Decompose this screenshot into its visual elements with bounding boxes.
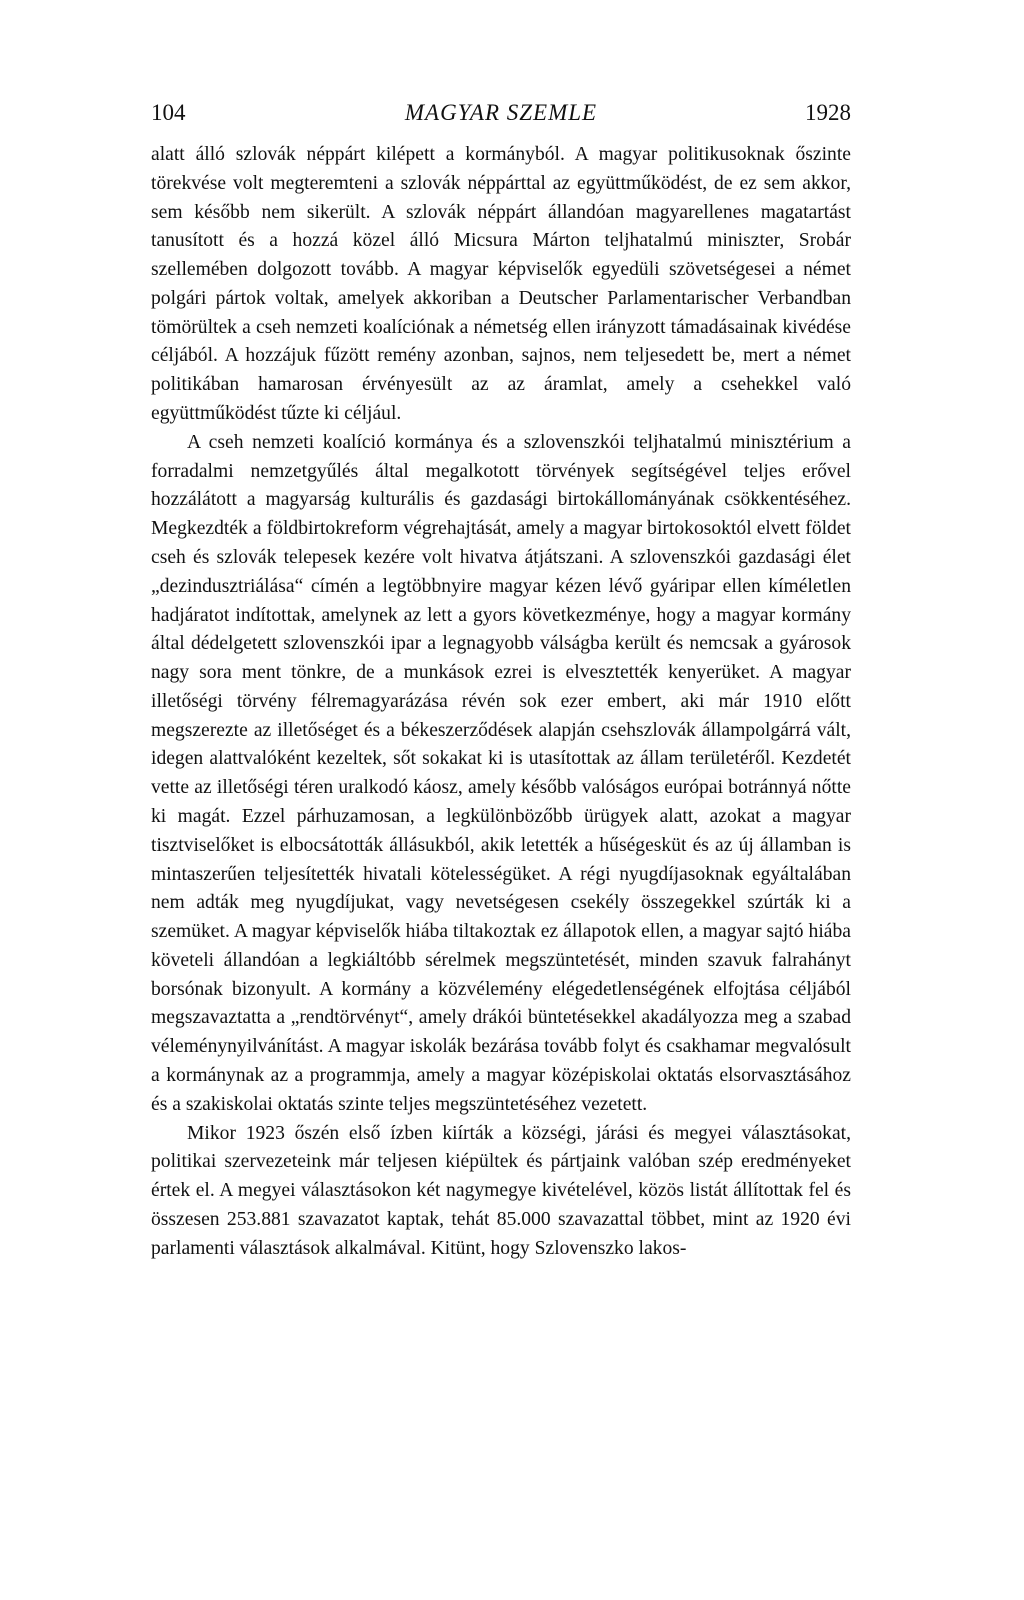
paragraph: A cseh nemzeti koalíció kormánya és a szlovenszkói teljhatalmú minisztérium a forradalmi nemzetgyűlés által megalkotott törvények segítségével teljes erővel hozzálátott a magyarság kulturális és gazdasági birtokállományának csökkentéséhez. Megkezdték a földbirtokreform végrehajtását, amely a magyar birtokosoktól elvett földet cseh és szlovák telepesek kezére volt hivatva átjátszani. A szlovenszkói gazdasági élet „dezindusztriálása“ címén a legtöbbnyire magyar kézen lévő gyáripar ellen kíméletlen hadjáratot indítottak, amelynek az lett a gyors következménye, hogy a magyar kormány által dédelgetett szlovenszkói ipar a legnagyobb válságba került és nemcsak a gyárosok nagy sora ment tönkre, de a munkások ezrei is elvesztették kenyerüket. A magyar illetőségi törvény félremagyarázása révén sok ezer embert, aki már 1910 előtt megszerezte az illetőséget és a békeszerződések alapján csehszlovák állampolgárrá vált, idegen alattvalóként kezeltek, sőt sokakat ki is utasítottak az állam területéről. Kezdetét vette az illetőségi téren uralkodó káosz, amely később valóságos európai botránnyá nőtte ki magát. Ezzel párhuzamosan, a legkülönbözőbb ürügyek alatt, azokat a magyar tisztviselőket is elbocsátották állásukból, akik letették a hűségesküt és az új államban is mintaszerűen teljesítették hivatali kötelességüket. A régi nyugdíjasoknak egyáltalában nem adták meg nyugdíjukat, vagy nevetségesen csekély összegekkel szúrták ki a szemüket. A magyar képviselők hiába tiltakoztak ez állapotok ellen, a magyar sajtó hiába követeli állandóan a legkiáltóbb sérelmek megszüntetését, minden szavuk falrahányt borsónak bizonyult. A kormány a közvélemény elégedetlenségének elfojtása céljából megszavaztatta a „rendtörvényt“, amely drákói büntetésekkel akadályozza meg a szabad véleménynyilvánítást. A magyar iskolák bezárása tovább folyt és csakhamar megvalósult a kormánynak az a programmja, amely a magyar középiskolai oktatás elsorvasztásához és a szakiskolai oktatás szinte teljes megszüntetéséhez vezetett. [151, 431, 851, 1115]
page-number: 104 [151, 100, 186, 125]
body-text [151, 141, 851, 1263]
journal-title: MAGYAR SZEMLE [404, 100, 598, 125]
running-header [151, 95, 851, 131]
book-page [151, 95, 851, 1263]
paragraph: Mikor 1923 őszén első ízben kiírták a községi, járási és megyei választásokat, politikai szervezeteink már teljesen kiépültek és pártjaink valóban szép eredményeket értek el. A megyei választásokon két nagymegye kivételével, közös listát állítottak fel és összesen 253.881 szavazatot kaptak, tehát 85.000 szavazattal többet, mint az 1920 évi parlamenti választások alkalmával. Kitünt, hogy Szlovenszko lakos- [151, 1122, 851, 1259]
paragraph-continued: alatt álló szlovák néppárt kilépett a kormányból. A magyar politikusoknak őszinte törekvése volt megteremteni a szlovák néppárttal az együttműködést, de ez sem akkor, sem később nem sikerült. A szlovák néppárt állandóan magyarellenes magatartást tanusított és a hozzá közel álló Micsura Márton teljhatalmú miniszter, Srobár szellemében dolgozott tovább. A magyar képviselők egyedüli szövetségesei a német polgári pártok voltak, amelyek akkoriban a Deutscher Parlamentarischer Verbandban tömörültek a cseh nemzeti koalíciónak a németség ellen irányzott támadásainak kivédése céljából. A hozzájuk fűzött remény azonban, sajnos, nem teljesedett be, mert a német politikában hamarosan érvényesült az az áramlat, amely a csehekkel való együttműködést tűzte ki céljául. [151, 144, 851, 425]
page-year: 1928 [805, 100, 851, 125]
